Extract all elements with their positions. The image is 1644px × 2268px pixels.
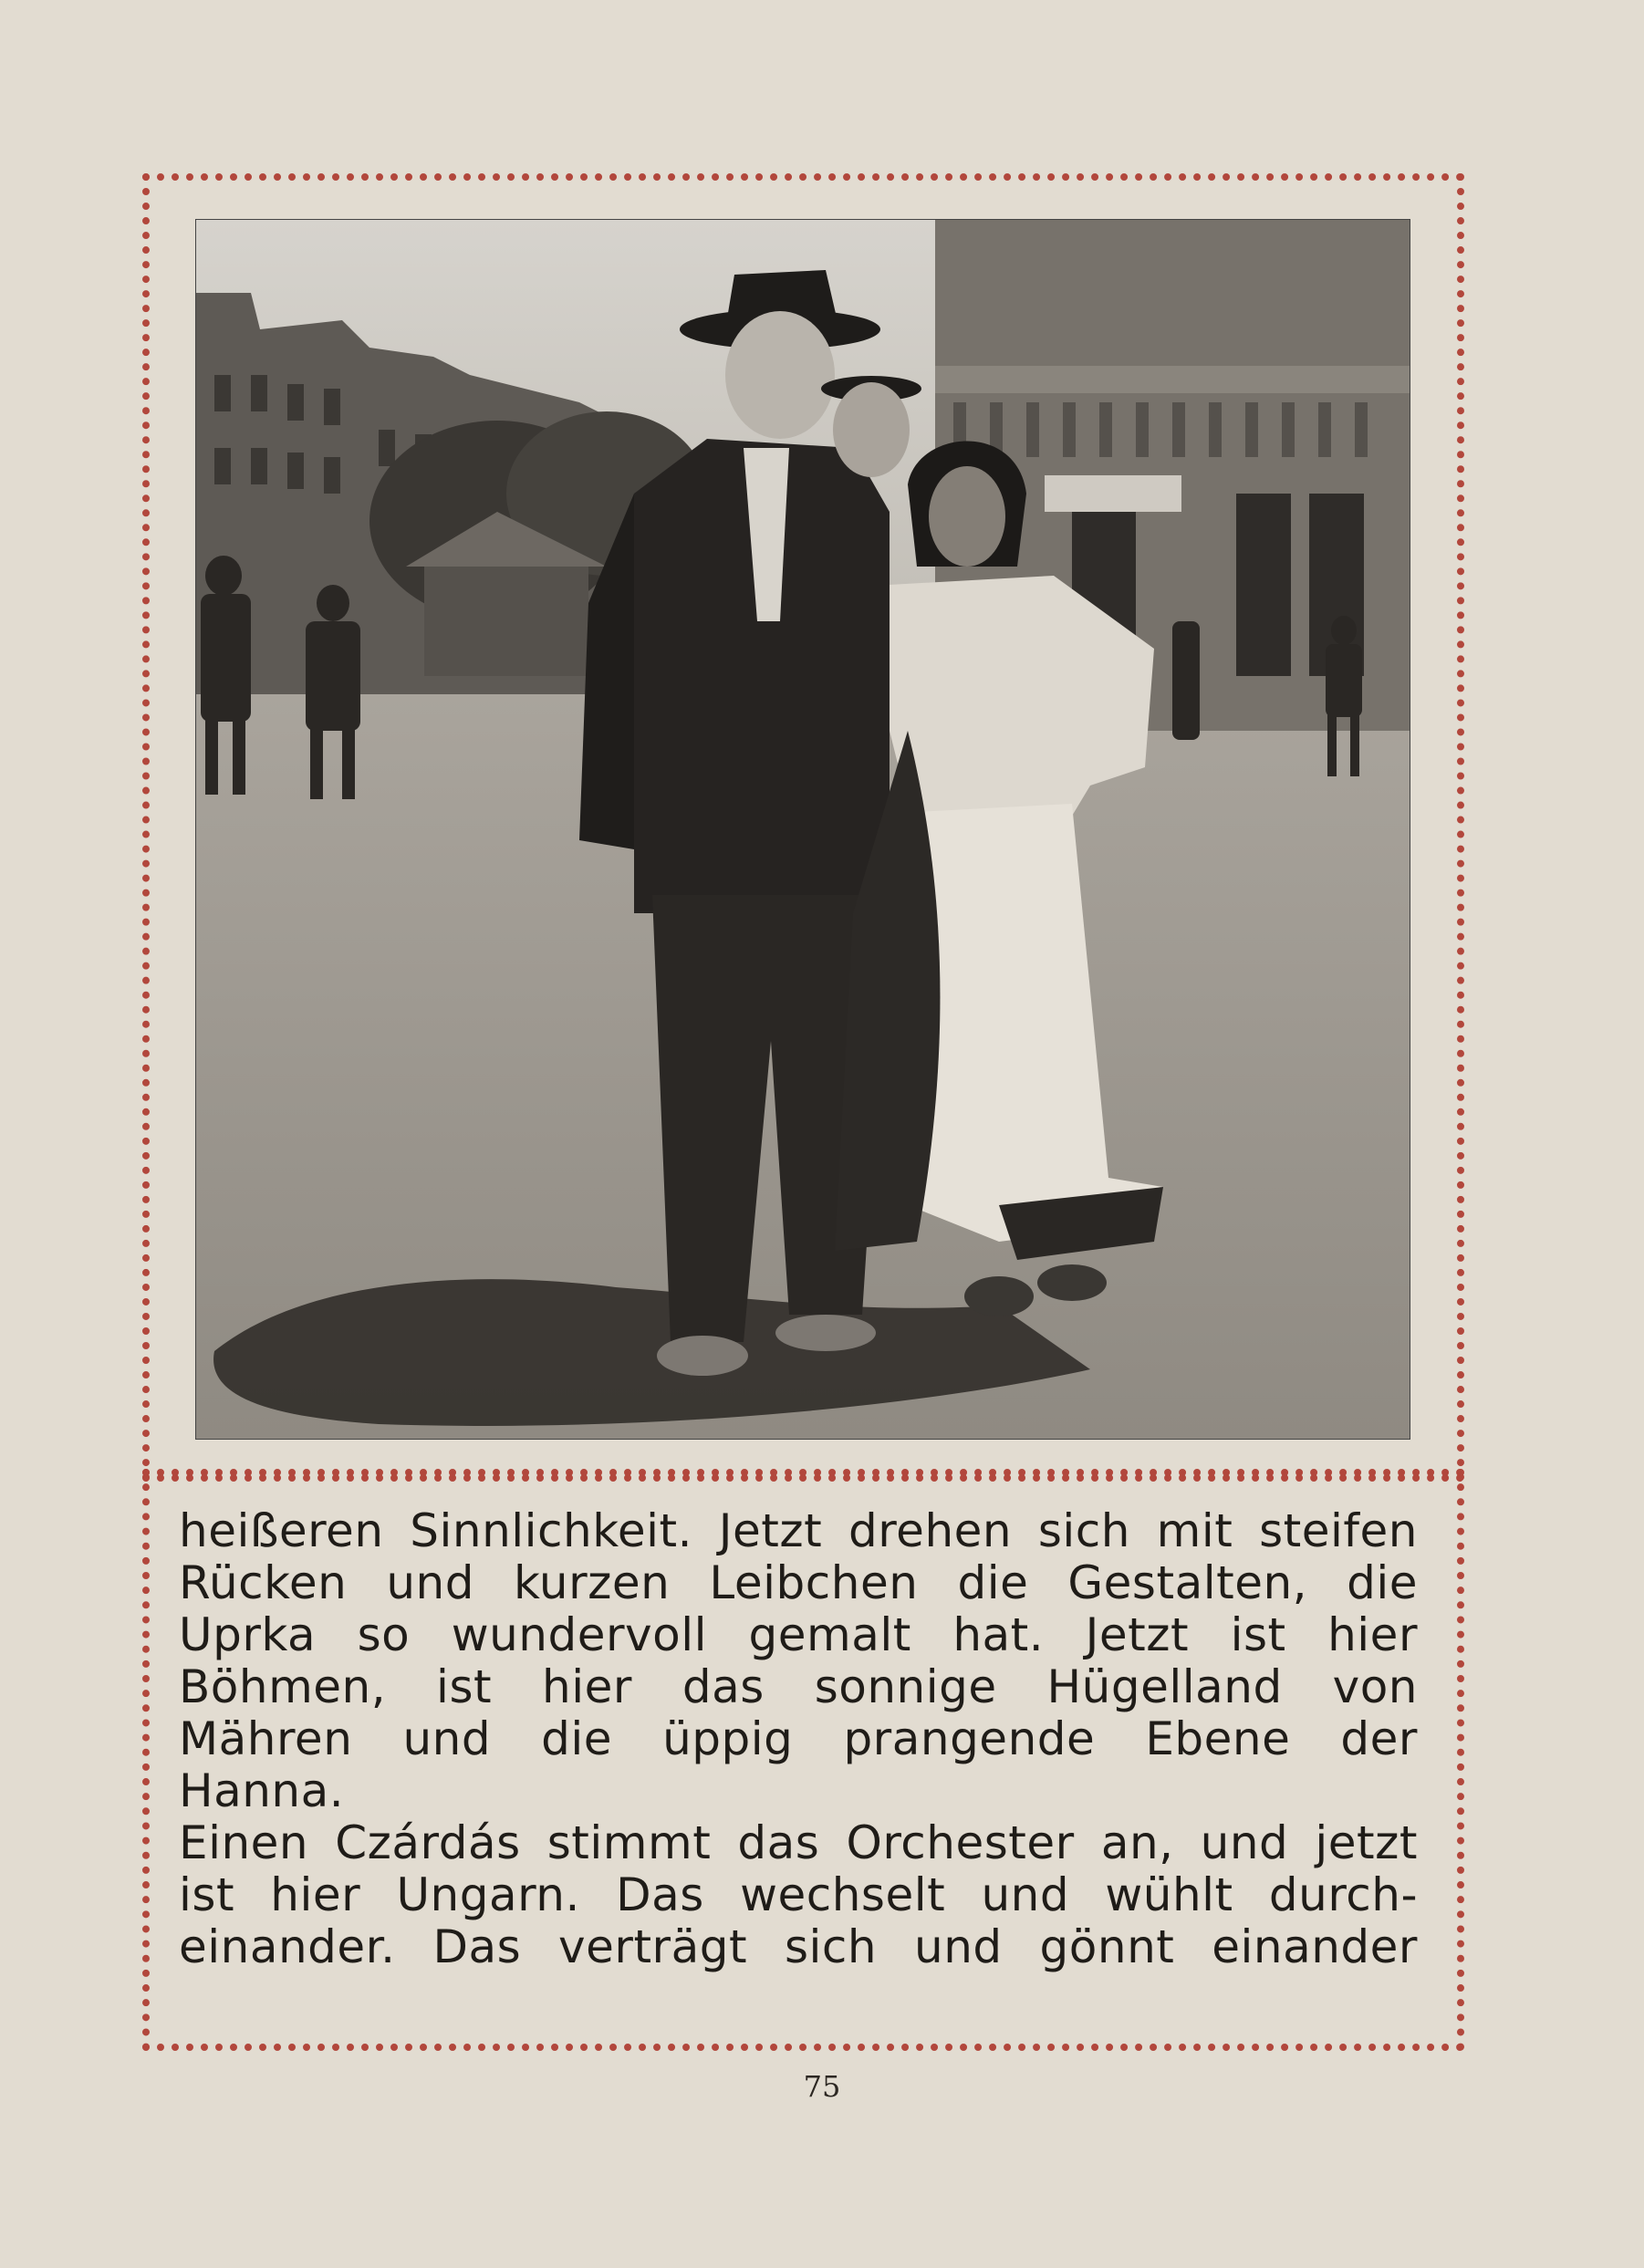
text-line: Hanna.: [179, 1764, 345, 1817]
text-line: heißeren Sinnlichkeit. Jetzt drehen sich mit steifen: [179, 1504, 1418, 1557]
text-line: einander. Das verträgt sich und gönnt einander: [179, 1920, 1418, 1973]
text-line: ist hier Ungarn. Das wechselt und wühlt durch-: [179, 1868, 1418, 1921]
page-number: 75: [803, 2069, 841, 2104]
text-line: Böhmen, ist hier das sonnige Hügelland von: [179, 1660, 1418, 1713]
body-text: [179, 1505, 1418, 1973]
text-line: Rücken und kurzen Leibchen die Gestalten, die: [179, 1556, 1418, 1609]
text-line: Mähren und die üppig prangende Ebene der: [179, 1712, 1418, 1765]
street-scene-photograph: [195, 219, 1410, 1440]
text-line: Einen Czárdás stimmt das Orchester an, und jetzt: [179, 1816, 1418, 1869]
text-line: Uprka so wundervoll gemalt hat. Jetzt ist hier: [179, 1608, 1418, 1661]
